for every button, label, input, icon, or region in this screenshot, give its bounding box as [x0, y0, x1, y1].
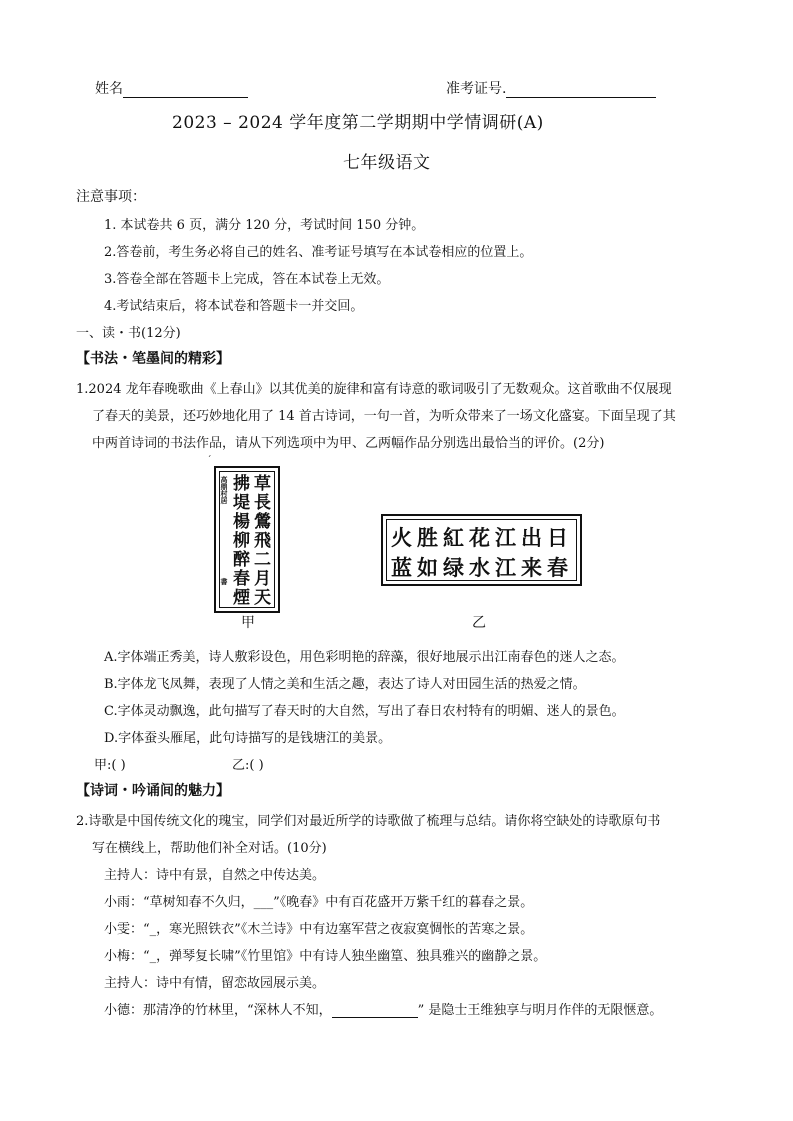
notice-item: 1. 本试卷共 6 页，满分 120 分，考试时间 150 分钟。	[104, 218, 425, 233]
dialogue-text: ” 是隐士王维独享与明月作伴的无限惬意。	[417, 1003, 663, 1018]
calligraphy-inscription: 高鼎村居	[220, 476, 229, 504]
option-d: D.字体蚕头雁尾，此句诗描写的是钱塘江的美景。	[104, 731, 392, 746]
answer-jia: 甲:( )	[94, 758, 126, 773]
calligraphy-column: 拂堤楊柳醉春煙	[229, 474, 249, 607]
calligraphy-column: 草長鶯飛二月天	[250, 474, 270, 607]
section-heading: 一、读・书(12分)	[76, 326, 181, 341]
dialogue-line: 小雯：“_，寒光照铁衣”《木兰诗》中有边塞军营之夜寂寞惆怅的苦寒之景。	[104, 922, 534, 937]
name-field	[95, 78, 248, 98]
name-label: 姓名	[95, 81, 123, 97]
image-caption-jia: 甲	[241, 615, 255, 631]
question-1-line: 了春天的美景，还巧妙地化用了 14 首古诗词，一句一首，为听众带来了一场文化盛宴。下面呈现了其	[92, 409, 676, 424]
image-caption-yi: 乙	[472, 615, 486, 631]
question-2-line: 写在横线上，帮助他们补全对话。(10分)	[92, 841, 327, 856]
exam-number-blank	[506, 85, 656, 98]
answer-yi: 乙:( )	[232, 758, 264, 773]
dialogue-line-with-blank	[104, 999, 662, 1018]
page-title: 2023 – 2024 学年度第二学期期中学情调研(A)	[172, 113, 544, 133]
notice-item: 2.答卷前，考生务必将自己的姓名、准考证号填写在本试卷相应的位置上。	[104, 245, 533, 260]
exam-number-field	[446, 78, 656, 98]
calligraphy-seal: 書	[220, 578, 229, 585]
notice-item: 4.考试结束后，将本试卷和答题卡一并交回。	[104, 299, 364, 314]
calligraphy-row: 日出江花紅胜火	[391, 525, 573, 550]
part-heading-calligraphy: 【书法・笔墨间的精彩】	[76, 351, 230, 367]
page-subtitle: 七年级语文	[343, 153, 431, 173]
name-blank	[123, 85, 248, 98]
option-a: A.字体端正秀美，诗人敷彩设色，用色彩明艳的辞藻，很好地展示出江南春色的迷人之态。	[104, 650, 625, 665]
calligraphy-row: 春来江水绿如蓝	[391, 555, 573, 580]
dialogue-line: 小梅：“_，弹琴复长啸”《竹里馆》中有诗人独坐幽篁、独具雅兴的幽静之景。	[104, 949, 547, 964]
dialogue-line: 主持人：诗中有情，留恋故园展示美。	[104, 976, 326, 991]
question-2-line: 2.诗歌是中国传统文化的瑰宝，同学们对最近所学的诗歌做了梳理与总结。请你将空缺处的诗歌原句书	[76, 814, 661, 829]
calligraphy-image-jia	[214, 466, 280, 613]
dialogue-line: 小雨：“草树知春不久归，___”《晚春》中有百花盛开万紫千红的暮春之景。	[104, 895, 534, 910]
exam-number-label: 准考证号.	[446, 81, 507, 97]
corner-mark: ˊ	[207, 456, 212, 466]
dialogue-line: 主持人：诗中有景，自然之中传达美。	[104, 868, 326, 883]
answer-blank	[332, 1005, 418, 1018]
question-1-line: 中两首诗词的书法作品，请从下列选项中为甲、乙两幅作品分别选出最恰当的评价。(2分)	[92, 436, 605, 451]
dialogue-text: 小德：那清净的竹林里，“深林人不知，	[104, 1003, 332, 1018]
notice-item: 3.答卷全部在答题卡上完成，答在本试卷上无效。	[104, 272, 390, 287]
option-b: B.字体龙飞凤舞，表现了人情之美和生活之趣，表达了诗人对田园生活的热爱之情。	[104, 677, 586, 692]
notice-heading: 注意事项：	[76, 189, 146, 205]
question-1-line: 1.2024 龙年春晚歌曲《上春山》以其优美的旋律和富有诗意的歌词吸引了无数观众。这首歌曲不仅展现	[76, 382, 672, 397]
calligraphy-image-yi	[381, 514, 582, 586]
option-c: C.字体灵动飘逸，此句描写了春天时的大自然，写出了春日农村特有的明媚、迷人的景色。	[104, 704, 625, 719]
part-heading-poetry: 【诗词・吟诵间的魅力】	[76, 783, 230, 799]
